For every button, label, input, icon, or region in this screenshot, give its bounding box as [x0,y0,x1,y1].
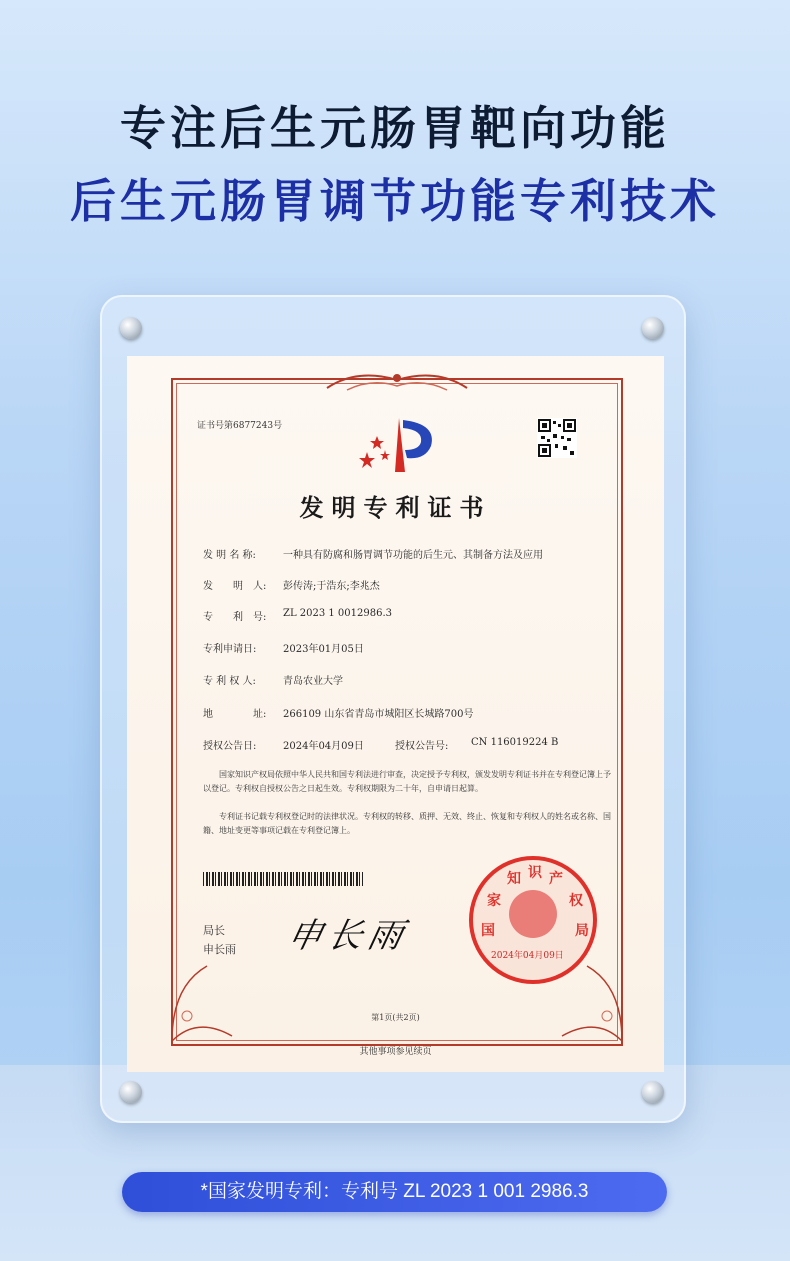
field-label: 专利申请日: [203,644,257,655]
screw-icon [120,317,142,339]
field-label: 专 利 号: [203,612,267,623]
grant-date-label: 授权公告日: [203,741,257,752]
seal-character: 家 [487,893,501,909]
field-value: 彭传涛;于浩东;李兆杰 [283,581,380,592]
certificate-paragraph-2: 专利证书记载专利权登记时的法律状况。专利权的转移、质押、无效、终止、恢复和专利权人的姓名或名称、国籍、地址变更等事项记载在专利登记簿上。 [203,812,611,835]
grant-number-label: 授权公告号: [395,741,449,752]
footer-note: 其他事项参见续页 [359,1047,432,1057]
patent-number-badge: *国家发明专利：专利号 ZL 2023 1 001 2986.3 [122,1172,667,1212]
barcode-icon [203,872,363,886]
seal-character: 产 [549,871,563,887]
grant-date-value: 2024年04月09日 [283,741,364,752]
page-info: 第1页(共2页) [371,1013,420,1022]
field-value: 2023年01月05日 [283,644,364,655]
field-label: 发 明 名 称: [203,550,256,561]
bottom-left-ornament-icon [167,946,237,1046]
certificate-paragraph-1: 国家知识产权局依照中华人民共和国专利法进行审查，决定授予专利权，颁发发明专利证书并在专利登记簿上予以登记。专利权自授权公告之日起生效。专利权期限为二十年，自申请日起算。 [203,770,611,793]
field-value: 266109 山东省青岛市城阳区长城路700号 [283,709,474,720]
field-label: 发 明 人: [203,581,267,592]
seal-character: 国 [481,923,495,939]
field-value: 青岛农业大学 [283,676,343,687]
field-inventor [203,577,380,592]
director-signature: 申长雨 [284,916,413,956]
grant-number-value: CN 116019224 B [471,737,559,748]
official-seal [469,856,597,984]
top-ornament-icon [317,366,477,396]
screw-icon [642,1081,664,1103]
screw-icon [642,317,664,339]
seal-character: 识 [528,865,542,881]
certificate-title: 发明专利证书 [299,493,492,522]
field-patent-number [203,608,392,623]
headline-line-1: 专注后生元肠胃靶向功能 [120,101,670,155]
qr-code-icon [537,418,577,458]
seal-date: 2024年04月09日 [491,951,564,961]
director-title: 局长 [203,924,225,937]
certificate-number: 证书号第6877243号 [197,421,283,431]
cnipa-logo-icon [355,414,439,476]
national-emblem-icon [509,890,557,938]
field-address [203,705,473,720]
director-name: 申长雨 [203,943,236,956]
seal-character: 权 [569,893,583,909]
field-label: 地 址: [203,709,267,720]
field-invention-name [203,546,543,561]
seal-character: 知 [507,871,521,887]
headline-line-2: 后生元肠胃调节功能专利技术 [70,174,720,228]
field-patentee [203,672,343,687]
field-label: 专 利 权 人: [203,676,256,687]
field-value: 一种具有防腐和肠胃调节功能的后生元、其制备方法及应用 [283,550,543,561]
field-grant [203,737,558,752]
field-value: ZL 2023 1 0012986.3 [283,608,393,619]
field-application-date [203,640,364,655]
patent-certificate [127,356,664,1072]
screw-icon [120,1081,142,1103]
seal-character: 局 [575,923,589,939]
